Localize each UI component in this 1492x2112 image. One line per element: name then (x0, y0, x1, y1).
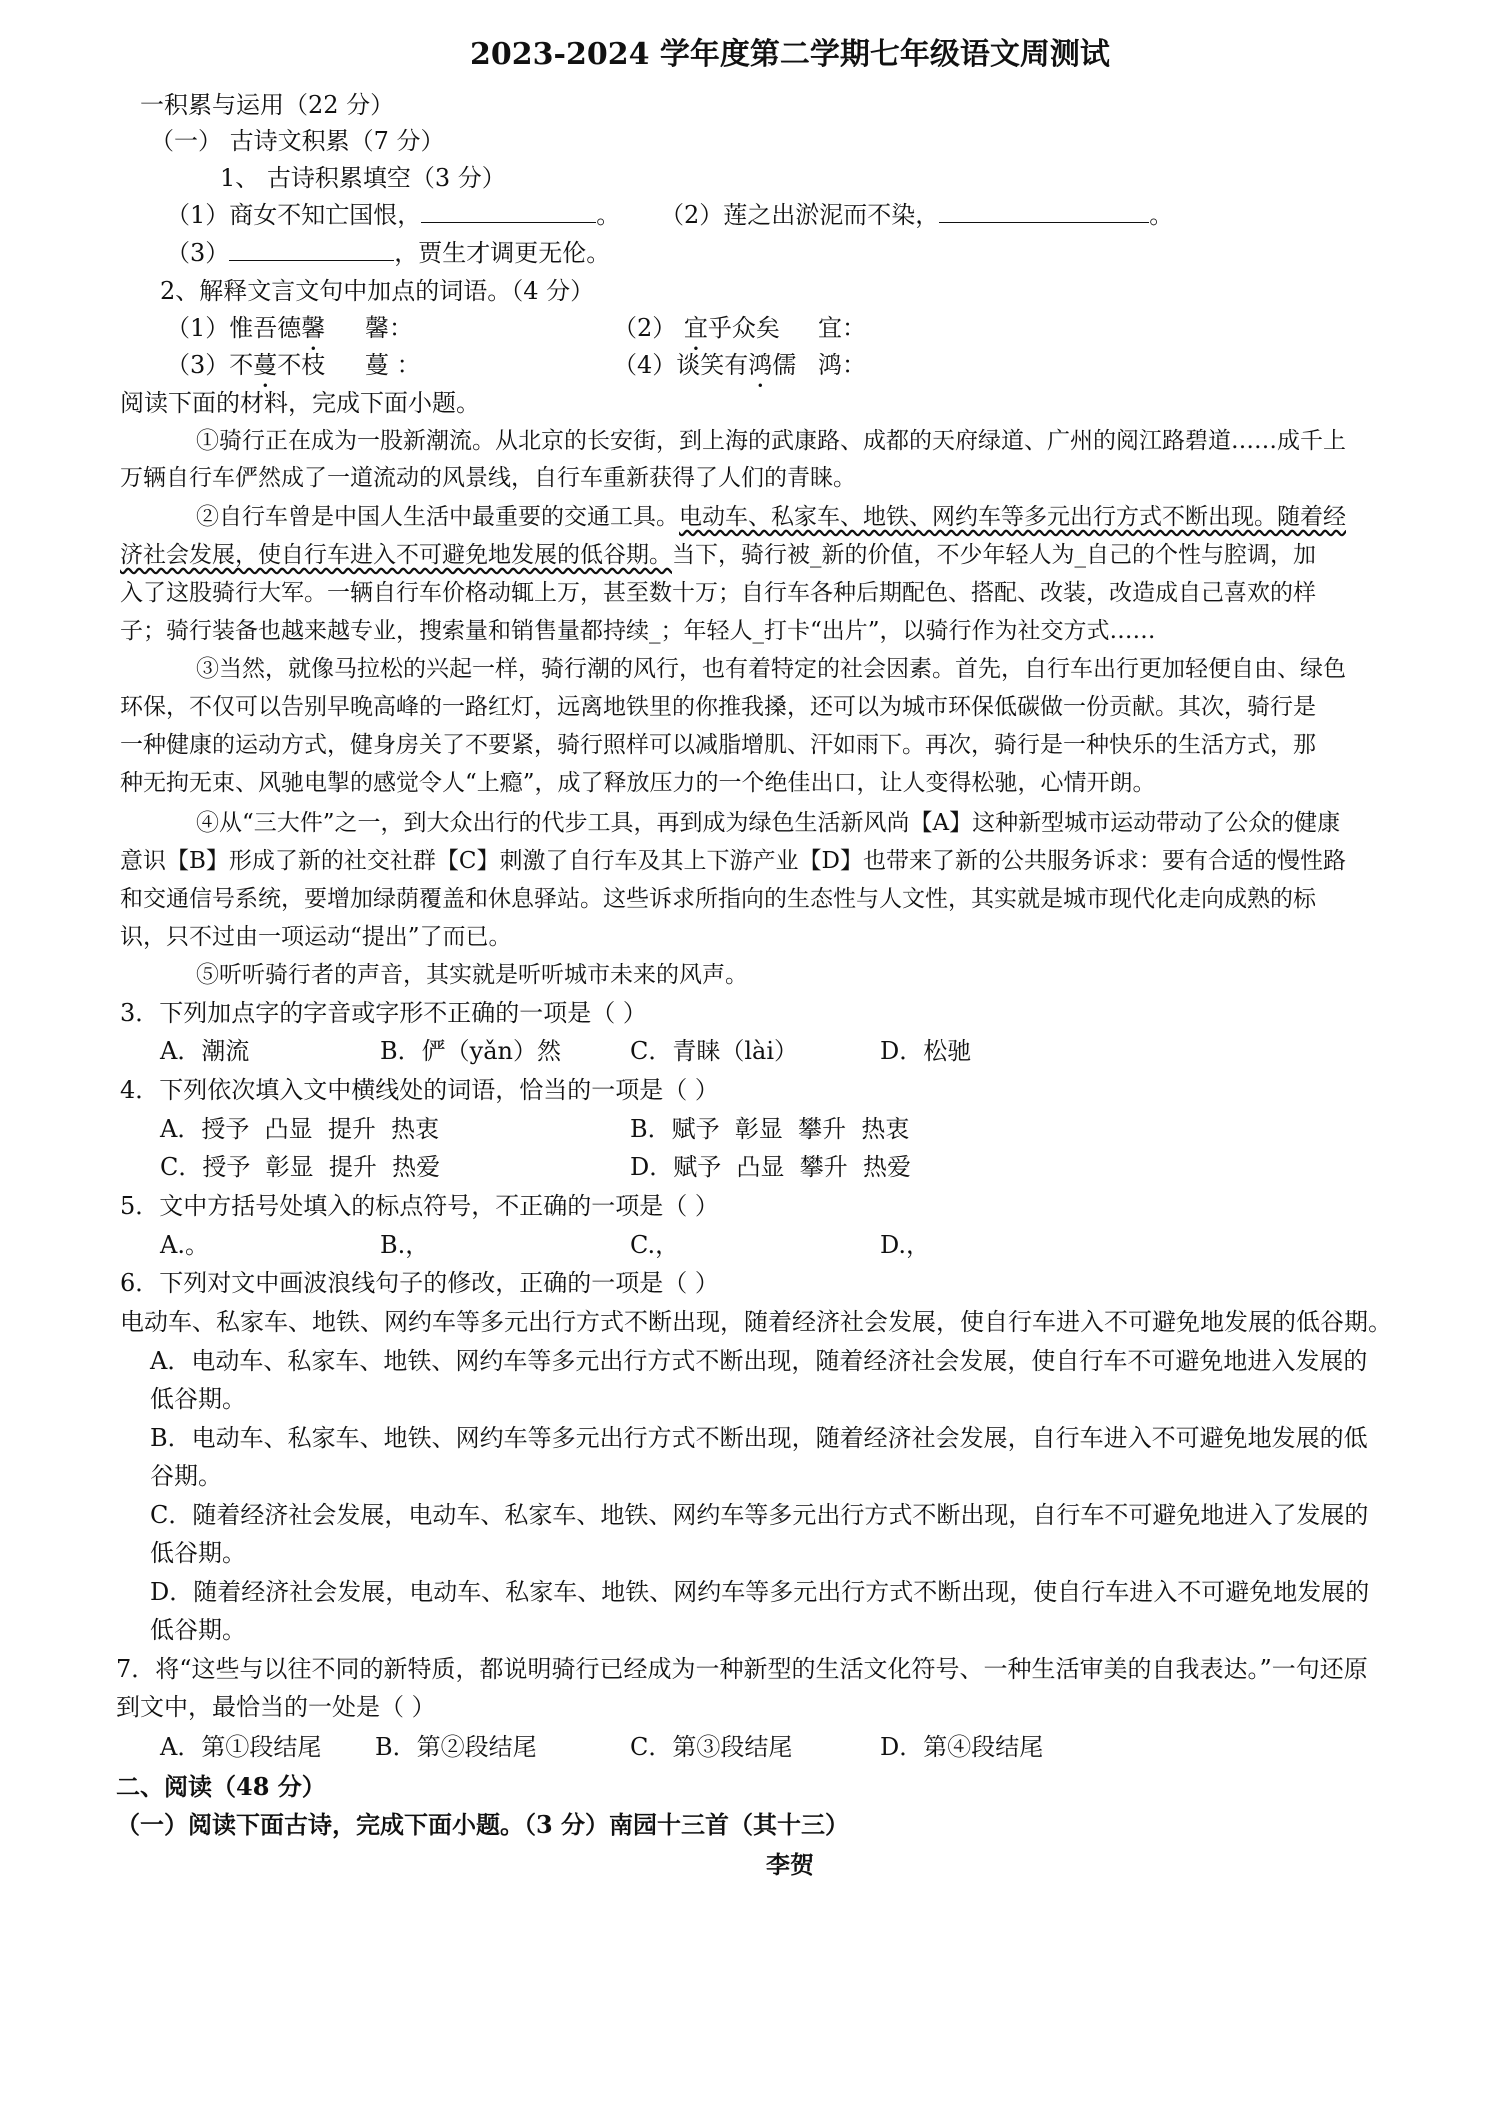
question-6-option-b-cont: 谷期。 (150, 1462, 222, 1490)
question-6-option-c[interactable]: C．随着经济社会发展，电动车、私家车、地铁、网约车等多元出行方式不断出现，自行车不可避免地进入了发展的 (150, 1501, 1369, 1529)
passage-paragraph-4-cont: 识，只不过由一项运动“提出”了而已。 (120, 924, 512, 950)
answer-blank[interactable] (421, 198, 596, 223)
dotted-char: 宜 (683, 314, 708, 342)
fill-in-2-text: （2）莲之出淤泥而不染， (660, 201, 940, 229)
question-5-option-d[interactable]: D.， (880, 1231, 931, 1259)
question-7-option-b[interactable]: B．第②段结尾 (375, 1733, 537, 1761)
passage-paragraph-2-cont: 子；骑行装备也越来越专业，搜索量和销售量都持续_；年轻人_打卡“出片”，以骑行作为社交方式…… (120, 618, 1156, 644)
subsection-heading: （一）阅读下面古诗，完成下面小题。（3 分）南园十三首（其十三） (116, 1810, 850, 1839)
question-heading: 2、解释文言文句中加点的词语。（4 分） (160, 277, 595, 305)
question-3-option-a[interactable]: A．潮流 (160, 1037, 250, 1065)
question-3-option-b[interactable]: B．俨（yǎn）然 (380, 1037, 561, 1065)
question-heading: 1、 古诗积累填空（3 分） (220, 164, 506, 192)
question-5-option-b[interactable]: B.， (380, 1231, 430, 1259)
wavy-underlined-sentence: 济社会发展，使自行车进入不可避免地发展的低谷期。 (120, 542, 672, 568)
question-7-option-c[interactable]: C．第③段结尾 (630, 1733, 793, 1761)
question-5-option-c[interactable]: C.， (630, 1231, 680, 1259)
question-5-option-a[interactable]: A.。 (160, 1231, 209, 1259)
passage-paragraph-2-cont (120, 538, 1316, 572)
explain-item-text: （2） (613, 314, 684, 342)
fill-in-2 (660, 198, 1173, 232)
explain-label: 馨： (365, 314, 413, 342)
question-7-stem-cont: 到文中，最恰当的一处是（ ） (116, 1693, 436, 1721)
question-3-option-d[interactable]: D．松驰 (880, 1037, 972, 1065)
question-6-quote: 电动车、私家车、地铁、网约车等多元出行方式不断出现，随着经济社会发展，使自行车进入不可避免地发展的低谷期。 (120, 1308, 1392, 1336)
fill-in-3-text: （3） (166, 239, 230, 267)
wavy-underlined-sentence: 电动车、私家车、地铁、网约车等多元出行方式不断出现。随着经 (679, 504, 1346, 530)
passage-paragraph-3-cont: 种无拘无束、风驰电掣的感觉令人“上瘾”，成了释放压力的一个绝佳出口，让人变得松驰，心情开朗。 (120, 770, 1156, 796)
section-heading: 一积累与运用（22 分） (140, 91, 395, 119)
passage-paragraph-1-cont: 万辆自行车俨然成了一道流动的风景线，自行车重新获得了人们的青睐。 (120, 465, 856, 491)
question-7-option-d[interactable]: D．第④段结尾 (880, 1733, 1044, 1761)
passage-paragraph-3-cont: 环保，不仅可以告别早晚高峰的一路红灯，远离地铁里的你推我搡，还可以为城市环保低碳做一份贡献。其次，骑行是 (120, 694, 1316, 720)
question-4-option-b[interactable]: B．赋予 彰显 攀升 热衷 (630, 1115, 910, 1143)
dotted-char: 馨 (301, 314, 326, 342)
question-6-option-b[interactable]: B．电动车、私家车、地铁、网约车等多元出行方式不断出现，随着经济社会发展，自行车进入不可避免地发展的低 (150, 1424, 1368, 1452)
question-7-stem: 7．将“这些与以往不同的新特质，都说明骑行已经成为一种新型的生活文化符号、一种生活审美的自我表达。”一句还原 (116, 1655, 1368, 1683)
explain-item-text: 儒 (772, 351, 797, 379)
passage-paragraph-4-cont: 意识【B】形成了新的社交社群【C】刺激了自行车及其上下游产业【D】也带来了新的公共服务诉求：要有合适的慢性路 (120, 848, 1346, 874)
question-6-option-c-cont: 低谷期。 (150, 1539, 246, 1567)
fill-in-1-text: （1）商女不知亡国恨， (166, 201, 422, 229)
explain-label: 蔓 ： (365, 351, 421, 379)
dotted-char: 鸿 (748, 351, 773, 379)
question-4-stem: 4．下列依次填入文中横线处的词语，恰当的一项是（ ） (120, 1076, 719, 1104)
page-title: 2023-2024 学年度第二学期七年级语文周测试 (470, 37, 1110, 72)
question-6-option-a-cont: 低谷期。 (150, 1385, 246, 1413)
question-6-option-d[interactable]: D．随着经济社会发展，电动车、私家车、地铁、网约车等多元出行方式不断出现，使自行车进入不可避免地发展的 (150, 1578, 1370, 1606)
explain-item-text: （4）谈笑有 (613, 351, 749, 379)
dotted-char: 蔓 (253, 351, 278, 379)
passage-paragraph-4-cont: 和交通信号系统，要增加绿荫覆盖和休息驿站。这些诉求所指向的生态性与人文性，其实就是城市现代化走向成熟的标 (120, 886, 1316, 912)
question-6-option-a[interactable]: A．电动车、私家车、地铁、网约车等多元出行方式不断出现，随着经济社会发展，使自行车不可避免地进入发展的 (150, 1347, 1368, 1375)
explain-item-text: （1）惟吾德 (166, 314, 302, 342)
fill-in-2-end: 。 (1149, 201, 1174, 229)
question-5-stem: 5．文中方括号处填入的标点符号，不正确的一项是（ ） (120, 1192, 719, 1220)
question-3-option-c[interactable]: C．青睐（lài） (630, 1037, 799, 1065)
explain-label: 宜： (818, 314, 866, 342)
question-4-option-c[interactable]: C．授予 彰显 提升 热爱 (160, 1153, 441, 1181)
passage-text: ②自行车曾是中国人生活中最重要的交通工具。 (196, 504, 679, 530)
passage-text: 当下，骑行被_新的价值，不少年轻人为_自己的个性与腔调，加 (672, 542, 1316, 568)
explain-item-text: 乎众矣 (707, 314, 780, 342)
reading-intro: 阅读下面的材料，完成下面小题。 (120, 389, 480, 417)
passage-paragraph-3-cont: 一种健康的运动方式，健身房关了不要紧，骑行照样可以减脂增肌、汗如雨下。再次，骑行是一种快乐的生活方式，那 (120, 732, 1316, 758)
passage-paragraph-2-cont: 入了这股骑行大军。一辆自行车价格动辄上万，甚至数十万；自行车各种后期配色、搭配、改装，改造成自己喜欢的样 (120, 580, 1316, 606)
explain-label: 鸿： (818, 351, 866, 379)
fill-in-1-end: 。 (596, 201, 621, 229)
explain-item-text: （3）不 (166, 351, 254, 379)
passage-paragraph-5: ⑤听听骑行者的声音，其实就是听听城市未来的风声。 (196, 962, 748, 988)
answer-blank[interactable] (229, 236, 394, 261)
question-6-stem: 6．下列对文中画波浪线句子的修改，正确的一项是（ ） (120, 1269, 719, 1297)
answer-blank[interactable] (939, 198, 1149, 223)
explain-item-text: 不枝 (277, 351, 326, 379)
passage-paragraph-4: ④从“三大件”之一，到大众出行的代步工具，再到成为绿色生活新风尚【A】这种新型城市运动带动了公众的健康 (196, 810, 1341, 836)
question-7-option-a[interactable]: A．第①段结尾 (160, 1733, 322, 1761)
explain-item-4 (613, 348, 796, 393)
question-6-option-d-cont: 低谷期。 (150, 1616, 246, 1644)
question-4-option-d[interactable]: D．赋予 凸显 攀升 热爱 (630, 1153, 912, 1181)
passage-paragraph-2 (196, 500, 1346, 534)
passage-paragraph-3: ③当然，就像马拉松的兴起一样，骑行潮的风行，也有着特定的社会因素。首先，自行车出行更加轻便自由、绿色 (196, 656, 1346, 682)
passage-paragraph-1: ①骑行正在成为一股新潮流。从北京的长安街，到上海的武康路、成都的天府绿道、广州的阅江路碧道……成千上 (196, 428, 1346, 454)
question-3-stem: 3．下列加点字的字音或字形不正确的一项是（ ） (120, 999, 647, 1027)
fill-in-3 (166, 236, 610, 270)
subsection-heading: （一） 古诗文积累（7 分） (150, 127, 445, 155)
fill-in-1 (166, 198, 620, 232)
section-heading: 二、阅读（48 分） (116, 1772, 326, 1801)
poem-author: 李贺 (766, 1850, 814, 1879)
question-4-option-a[interactable]: A．授予 凸显 提升 热衷 (160, 1115, 440, 1143)
fill-in-3-end: ，贾生才调更无伦。 (394, 239, 611, 267)
